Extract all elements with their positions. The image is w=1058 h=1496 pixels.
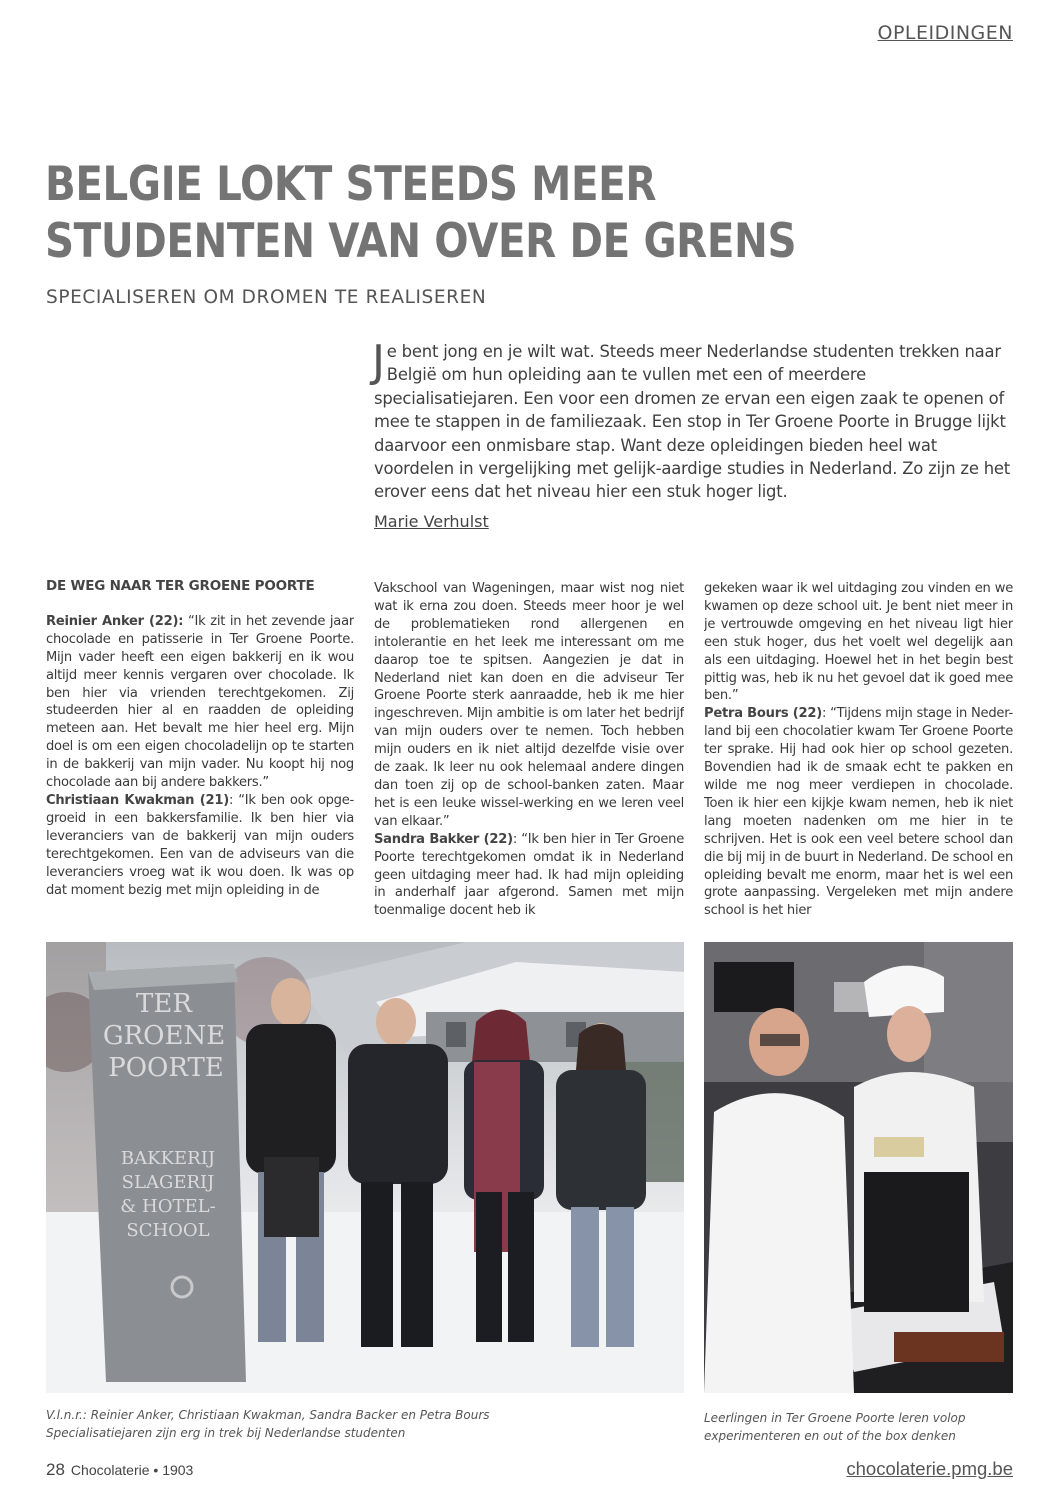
photo1-caption	[46, 1407, 666, 1442]
sign-line-3: POORTE	[108, 1053, 224, 1083]
text-column-2	[374, 580, 684, 922]
headline-line-1: BELGIE LOKT STEEDS MEER	[45, 157, 657, 212]
sign-line-1: TER	[136, 989, 192, 1019]
sign-line-7: SCHOOL	[126, 1220, 210, 1241]
speaker-name: Petra Bours (22)	[704, 706, 822, 722]
paragraph	[704, 705, 1013, 920]
text-column-1	[46, 578, 354, 920]
paragraph	[46, 792, 354, 899]
students-photo-illustration	[46, 942, 684, 1393]
quote-text: : “Ik ben hier in Ter Groene Poorte terechtgekomen omdat ik in Nederland geen uitdaging meer had. Ik had mijn opleiding in anderhalf jaar afgerond. Samen met mijn toenmalige docent heb ik	[374, 831, 684, 919]
quote-text: : “Tijdens mijn stage in Neder-land bij een chocolatier kwam Ter Groene Poorte ter sprake. Hij had ook hier op school gezeten. Bovendien had ik de smaak echt te pakken en wilde me nog meer verdiepen in chocolade. Toen ik hier een kijkje kwam nemen, heb ik niet lang moeten nadenken om me hier in te schrijven. Het is ook een veel betere school dan die bij mij in de buurt in Nederland. De school en opleiding bevalt me enorm, maar het is wel een grote aanpassing. Vergeleken met mijn andere school is het hier	[704, 706, 1013, 919]
quote-text: Vakschool van Wageningen, maar wist nog niet wat ik erna zou doen. Steeds meer hoor je wel de problematieken rond allergenen en intolerantie en het leek me interessant om me daarop toe te spitsen. Aangezien je dat in Nederland niet kan doen en die adviseur Ter Groene Poorte sterk aanraadde, heb ik me hier ingeschreven. Mijn ambitie is om later het bedrijf van mijn ouders over te nemen. Toch hebben mijn ouders en ik niet altijd dezelfde visie over de zaak. Ik leer nu ook helemaal andere dingen dan toen zij op de school-banken zaten. Maar het is een leuke wissel-werking en we leren veel van elkaar.”	[374, 581, 684, 829]
quote-text: : “Ik ben ook opge-groeid in een bakkersfamilie. Ik ben hier via leveranciers van de bakkerij van mijn ouders terechtgekomen. Een van de adviseurs van die leveranciers vroeg wat ik wou doen. Ik was op dat moment bezig met mijn opleiding in de	[46, 792, 354, 898]
intro-text: e bent jong en je wilt wat. Steeds meer Nederlandse studenten trekken naar België om hun opleiding aan te vullen met een of meerdere specialisatiejaren. Een voor een dromen ze ervan een eigen zaak te openen of mee te stappen in de familiezaak. Een stop in Ter Groene Poorte in Brugge lijkt daarvoor een onmisbare stap. Want deze opleidingen bieden heel wat voordelen in vergelijking met gelijk-aardige studies in Nederland. Zo zijn ze het erover eens dat het niveau hier een stuk hoger ligt.	[374, 342, 1011, 502]
students-photo	[46, 942, 684, 1393]
magazine-name: Chocolaterie • 1903	[70, 1462, 194, 1478]
page-footer	[46, 1460, 193, 1480]
intro-dropcap: J	[372, 336, 385, 387]
headline-line-2: STUDENTEN VAN OVER DE GRENS	[45, 214, 797, 269]
kitchen-photo	[704, 942, 1013, 1393]
paragraph	[46, 613, 354, 792]
article-headline	[45, 156, 819, 270]
text-column-3	[704, 580, 1013, 922]
article-intro	[372, 336, 1014, 504]
speaker-name: Reinier Anker (22):	[46, 613, 184, 629]
article-author[interactable]: Marie Verhulst	[374, 512, 489, 531]
sign-line-5: SLAGERIJ	[121, 1172, 215, 1193]
paragraph	[704, 580, 1013, 705]
caption-line: V.l.n.r.: Reinier Anker, Christiaan Kwakman, Sandra Backer en Petra Bours	[46, 1408, 490, 1422]
sign-line-4: BAKKERIJ	[120, 1148, 216, 1169]
sign-line-2: GROENE	[102, 1021, 226, 1051]
caption-line: Specialisatiejaren zijn erg in trek bij Nederlandse studenten	[46, 1425, 406, 1440]
quote-text: gekeken waar ik wel uitdaging zou vinden en we kwamen op deze school uit. Je bent niet meer in je vertrouwde omgeving en het niveau ligt hier een stuk hoger, dus het voelt wel degelijk aan als een uitdaging. Hoewel het in het begin best pittig was, heb ik nu het gevoel dat ik goed mee ben.”	[704, 581, 1013, 704]
website-link[interactable]: chocolaterie.pmg.be	[846, 1458, 1013, 1479]
column-heading: DE WEG NAAR TER GROENE POORTE	[46, 578, 315, 594]
article-subtitle: SPECIALISEREN OM DROMEN TE REALISEREN	[46, 287, 487, 308]
speaker-name: Christiaan Kwakman (21)	[46, 792, 229, 808]
caption-line: experimenteren en out of the box denken	[704, 1428, 956, 1443]
section-tag: OPLEIDINGEN	[877, 22, 1013, 44]
quote-text: “Ik zit in het zevende jaar chocolade en patisserie in Ter Groene Poorte. Mijn vader heeft een eigen bakkerij en ik wou altijd meer kennis vergaren over chocolade. Ik ben hier via vrienden terechtgekomen. Zij studeerden hier al en raadden de opleiding meteen aan. Het bevalt me hier heel erg. Mijn doel is om een eigen chocoladelijn op te starten in de bakkerij van mijn vader. Nu koopt hij nog chocolade aan bij andere bakkers.”	[46, 613, 354, 791]
sign-line-6: & HOTEL-	[120, 1196, 216, 1217]
speaker-name: Sandra Bakker (22)	[374, 831, 513, 847]
kitchen-photo-illustration	[704, 942, 1013, 1393]
caption-line: Leerlingen in Ter Groene Poorte leren volop	[704, 1411, 966, 1425]
page-number: 28	[46, 1460, 65, 1479]
photo2-caption	[704, 1410, 1013, 1445]
paragraph	[374, 580, 684, 831]
paragraph	[374, 831, 684, 921]
